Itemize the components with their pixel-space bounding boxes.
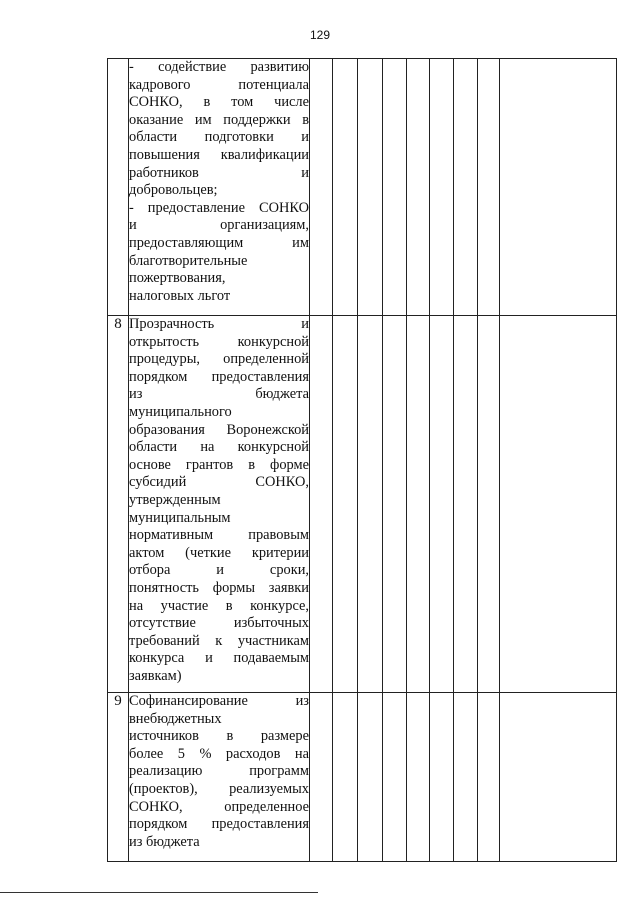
empty-cell	[310, 693, 333, 862]
text-line: из бюджета	[129, 833, 200, 850]
text-line: источников в размере	[129, 728, 309, 745]
text-line: внебюджетных	[129, 710, 222, 727]
empty-cell	[454, 693, 478, 862]
text-line: отбора и сроки,	[129, 562, 309, 579]
text-line: открытость конкурсной	[129, 333, 309, 350]
row-number: 9	[108, 693, 129, 862]
criterion-text	[129, 693, 310, 862]
text-line: (проектов), реализуемых	[129, 780, 309, 797]
text-line: нормативным правовым	[129, 527, 309, 544]
empty-cell	[478, 693, 500, 862]
empty-cell	[454, 316, 478, 693]
text-line: процедуры, определенной	[129, 351, 309, 368]
empty-cell	[383, 59, 407, 316]
text-line: оказание им поддержки в	[129, 111, 309, 128]
text-line: - содействие развитию	[129, 59, 309, 75]
text-line: требований к участникам	[129, 632, 309, 649]
text-line: муниципального	[129, 403, 232, 420]
table-row	[108, 59, 617, 316]
text-line: основе грантов в форме	[129, 456, 309, 473]
footnote-divider	[0, 892, 318, 893]
text-line: добровольцев;	[129, 182, 218, 199]
text-line: субсидий СОНКО,	[129, 474, 309, 491]
table-row	[108, 693, 617, 862]
text-line: из бюджета	[129, 386, 309, 403]
empty-cell	[333, 316, 358, 693]
criteria-table	[107, 58, 617, 862]
text-line: актом (четкие критерии	[129, 544, 309, 561]
text-line: - предоставление СОНКО	[129, 199, 309, 216]
text-line: заявкам)	[129, 667, 182, 684]
text-line: работников и	[129, 164, 309, 181]
empty-cell	[358, 316, 383, 693]
empty-cell	[358, 693, 383, 862]
empty-cell	[333, 693, 358, 862]
text-line: области на конкурсной	[129, 439, 309, 456]
empty-cell	[407, 59, 430, 316]
empty-cell	[478, 59, 500, 316]
empty-cell	[310, 316, 333, 693]
empty-cell	[430, 693, 454, 862]
text-line: конкурса и подаваемым	[129, 650, 309, 667]
text-line: отсутствие избыточных	[129, 615, 309, 632]
criterion-text	[129, 316, 310, 693]
text-line: Софинансирование из	[129, 693, 309, 709]
empty-cell	[454, 59, 478, 316]
empty-cell	[500, 59, 617, 316]
text-line: области подготовки и	[129, 129, 309, 146]
text-line: кадрового потенциала	[129, 76, 309, 93]
empty-cell	[407, 316, 430, 693]
text-line: пожертвования,	[129, 270, 226, 287]
text-line: СОНКО, в том числе	[129, 94, 309, 111]
empty-cell	[430, 316, 454, 693]
page-number: 129	[309, 28, 331, 42]
text-line: СОНКО, определенное	[129, 798, 309, 815]
text-line: на участие в конкурсе,	[129, 597, 309, 614]
text-line: образования Воронежской	[129, 421, 309, 438]
criterion-text	[129, 59, 310, 316]
empty-cell	[333, 59, 358, 316]
empty-cell	[430, 59, 454, 316]
text-line: утвержденным	[129, 491, 221, 508]
text-line: и организациям,	[129, 217, 309, 234]
row-number: 8	[108, 316, 129, 693]
table-row	[108, 316, 617, 693]
text-line: предоставляющим им	[129, 234, 309, 251]
empty-cell	[500, 316, 617, 693]
text-line: понятность формы заявки	[129, 579, 309, 596]
empty-cell	[310, 59, 333, 316]
text-line: муниципальным	[129, 509, 231, 526]
text-line: более 5 % расходов на	[129, 745, 309, 762]
text-line: порядком предоставления	[129, 816, 309, 833]
empty-cell	[383, 693, 407, 862]
empty-cell	[500, 693, 617, 862]
text-line: Прозрачность и	[129, 316, 309, 332]
empty-cell	[383, 316, 407, 693]
row-number	[108, 59, 129, 316]
text-line: налоговых льгот	[129, 287, 231, 304]
empty-cell	[407, 693, 430, 862]
empty-cell	[358, 59, 383, 316]
text-line: благотворительные	[129, 252, 248, 269]
text-line: порядком предоставления	[129, 368, 309, 385]
text-line: повышения квалификации	[129, 146, 309, 163]
empty-cell	[478, 316, 500, 693]
text-line: реализацию программ	[129, 763, 309, 780]
